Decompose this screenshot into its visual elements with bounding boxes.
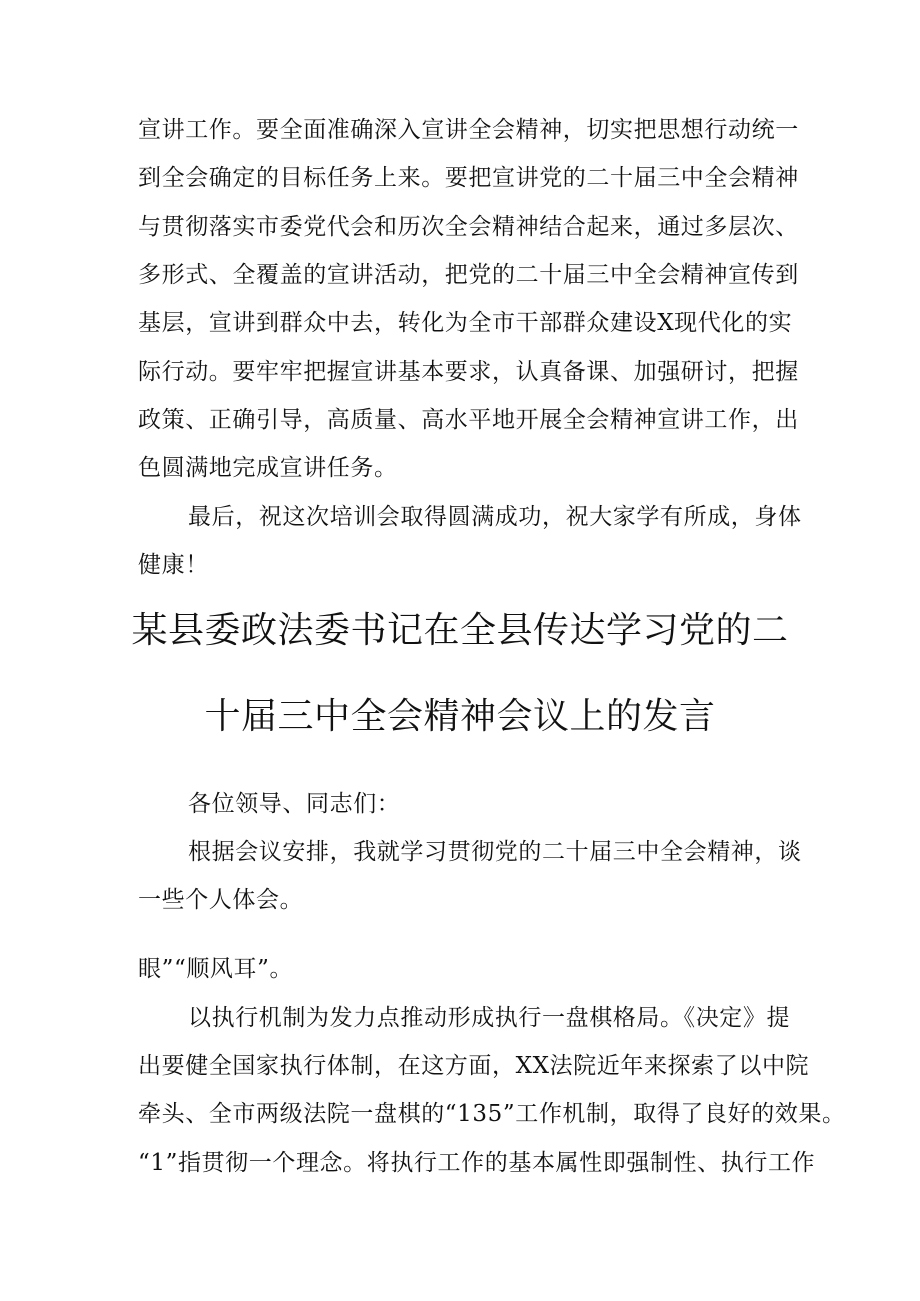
paragraph-line: 宣讲工作。要全面准确深入宣讲全会精神，切实把思想行动统一: [138, 117, 799, 143]
paragraph-line: 政策、正确引导，高质量、高水平地开展全会精神宣讲工作，出: [138, 407, 799, 433]
closing-line: 最后，祝这次培训会取得圆满成功，祝大家学有所成，身体: [188, 504, 802, 530]
paragraph-line: 多形式、全覆盖的宣讲活动，把党的二十届三中全会精神宣传到: [138, 262, 799, 288]
body-line: 出要健全国家执行体制，在这方面，XX法院近年来探索了以中院: [138, 1053, 810, 1079]
closing-line: 健康！: [138, 552, 209, 578]
speech-title-line: 某县委政法委书记在全县传达学习党的二: [131, 610, 789, 651]
paragraph-line: 际行动。要牢牢把握宣讲基本要求，认真备课、加强研讨，把握: [138, 359, 799, 385]
body-line: 以执行机制为发力点推动形成执行一盘棋格局。《决定》提: [188, 1005, 791, 1031]
body-line: “1”指贯彻一个理念。将执行工作的基本属性即强制性、执行工作: [138, 1150, 816, 1176]
paragraph-line: 基层，宣讲到群众中去，转化为全市干部群众建设X现代化的实: [138, 310, 793, 336]
intro-line: 根据会议安排，我就学习贯彻党的二十届三中全会精神，谈: [188, 839, 802, 865]
intro-line: 一些个人体会。: [138, 887, 304, 913]
speech-greeting: 各位领导、同志们：: [188, 791, 401, 817]
paragraph-line: 色圆满地完成宣讲任务。: [138, 455, 398, 481]
speech-title-line: 十届三中全会精神会议上的发言: [204, 696, 716, 737]
fragment-line: 眼”“顺风耳”。: [138, 956, 294, 982]
paragraph-line: 与贯彻落实市委党代会和历次全会精神结合起来，通过多层次、: [138, 214, 799, 240]
paragraph-line: 到全会确定的目标任务上来。要把宣讲党的二十届三中全会精神: [138, 165, 799, 191]
body-line: 牵头、全市两级法院一盘棋的“135”工作机制，取得了良好的效果。: [138, 1101, 846, 1127]
